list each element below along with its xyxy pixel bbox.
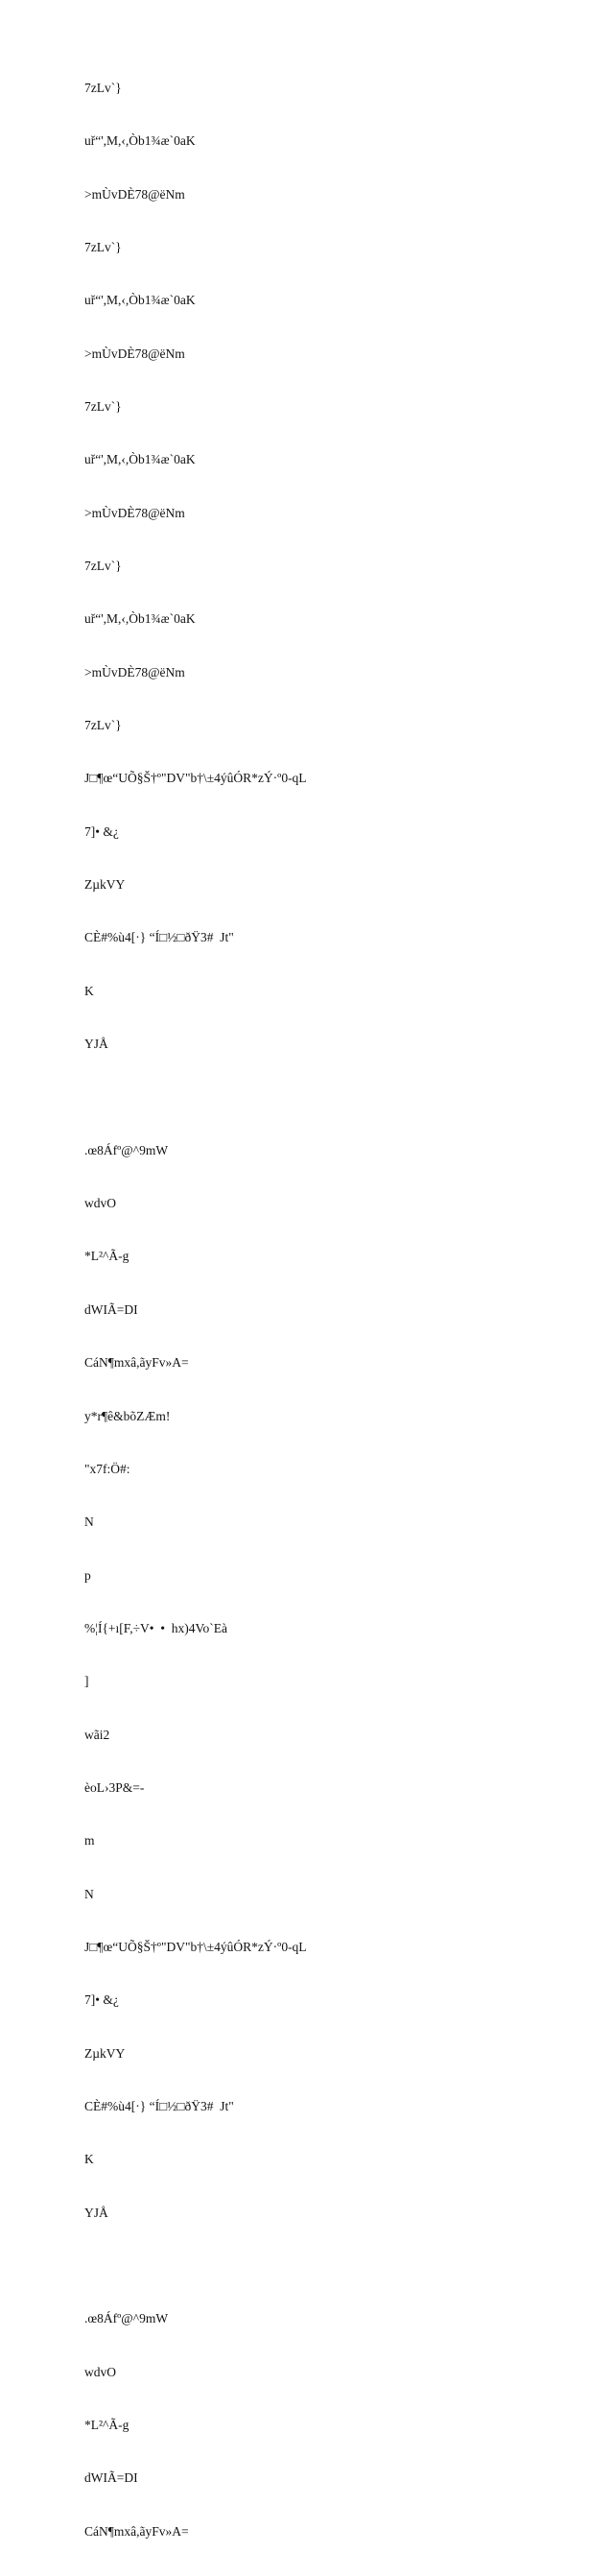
text-line: dWIÃ=DI — [84, 2470, 138, 2486]
text-line: YJÅ — [84, 2205, 108, 2220]
text-line: *L²^Ã-g — [84, 1249, 129, 1264]
text-line: %¦Í{+ı[F,÷V• • hx)4Vo`Eà — [84, 1620, 227, 1635]
text-line: wãi2 — [84, 1727, 110, 1742]
text-line: 7]• &¿ — [84, 1992, 119, 2008]
text-line: ZµkVY — [84, 877, 126, 893]
text-line: 7zLv`} — [84, 80, 122, 95]
blank-line — [84, 2257, 583, 2275]
text-line: N — [84, 1515, 94, 1530]
text-line: 7zLv`} — [84, 559, 122, 573]
text-line: N — [84, 1886, 94, 1901]
text-line: uř“',M,‹,Òb1¾æ`0aK — [84, 611, 196, 627]
text-line: >mÙvDÈ78@ëNm — [84, 186, 185, 202]
text-line: èoL›3P&=- — [84, 1779, 145, 1795]
text-line: >mÙvDÈ78@ëNm — [84, 346, 185, 361]
blank-line — [84, 1088, 583, 1106]
text-line: 7zLv`} — [84, 718, 122, 733]
text-line: p — [84, 1567, 91, 1583]
text-line: y*r¶ê&bõZÆm! — [84, 1408, 171, 1423]
text-line: .œ8Áfº@^9mW — [84, 2311, 169, 2326]
text-line: YJÅ — [84, 1037, 108, 1052]
text-line: 7zLv`} — [84, 239, 122, 254]
text-line: J□¶œ“UÕ§Š†º"DV"b†\±4ýûÓR*zÝ·º0-qL — [84, 771, 307, 786]
text-line: K — [84, 2152, 94, 2167]
text-line: ZµkVY — [84, 2045, 126, 2061]
text-line: J□¶œ“UÕ§Š†º"DV"b†\±4ýûÓR*zÝ·º0-qL — [84, 1939, 307, 1954]
text-line: K — [84, 983, 94, 998]
text-line: 7zLv`} — [84, 398, 122, 414]
text-line: wdvO — [84, 2364, 116, 2379]
text-line: "x7f:Ö#: — [84, 1461, 130, 1476]
text-line: >mÙvDÈ78@ëNm — [84, 664, 185, 680]
text-line: *L²^Ã-g — [84, 2418, 129, 2433]
text-line: uř“',M,‹,Òb1¾æ`0aK — [84, 452, 196, 467]
text-line: CáN¶mxâ,ãyFv»A= — [84, 2523, 189, 2539]
text-line: .œ8Áfº@^9mW — [84, 1142, 169, 1157]
text-line: CÈ#%ù4[·} “Í□½□ðŸ3# Jt" — [84, 2098, 234, 2113]
text-line: ] — [84, 1674, 89, 1689]
text-line: 7]• &¿ — [84, 823, 119, 839]
text-line: wdvO — [84, 1196, 116, 1211]
text-line: m — [84, 1833, 95, 1849]
text-line: dWIÃ=DI — [84, 1301, 138, 1317]
text-line: uř“',M,‹,Òb1¾æ`0aK — [84, 293, 196, 308]
text-line: uř“',M,‹,Òb1¾æ`0aK — [84, 133, 196, 149]
text-line: CÈ#%ù4[·} “Í□½□ðŸ3# Jt" — [84, 930, 234, 945]
text-line: >mÙvDÈ78@ëNm — [84, 505, 185, 520]
document-text-block — [84, 44, 583, 2576]
text-line: CáN¶mxâ,ãyFv»A= — [84, 1355, 189, 1371]
